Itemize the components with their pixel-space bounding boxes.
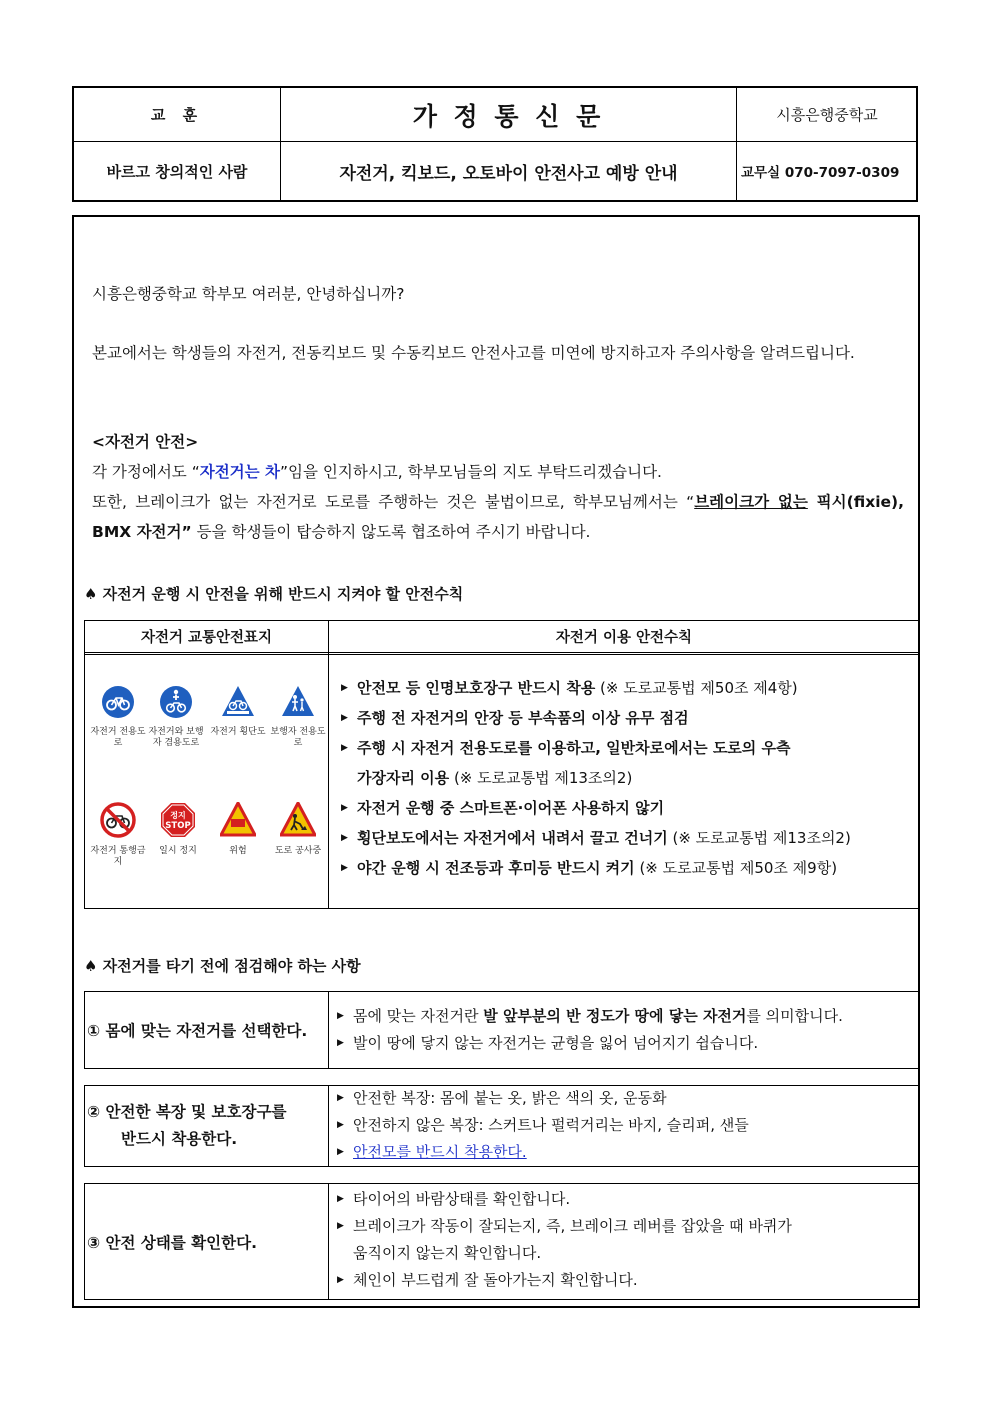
safety-rules-table <box>84 620 920 909</box>
traffic-signs-panel <box>85 655 328 905</box>
rule-item-continued: 가장자리 이용 (※ 도로교통법 제13조의2) <box>357 769 633 787</box>
no-brake-emphasis: 브레이크가 없는 <box>694 493 808 511</box>
newsletter-subject: 자전거, 킥보드, 오토바이 안전사고 예방 안내 <box>339 163 678 184</box>
pedestrian-only-sign-icon <box>281 685 315 719</box>
bike-is-vehicle-emphasis: 자전거는 차 <box>199 463 280 481</box>
rule-item: ▶ 주행 시 자전거 전용도로를 이용하고, 일반차로에서는 도로의 우측 <box>341 739 791 757</box>
stop-sign-english-text: STOP <box>165 821 191 831</box>
check-point: ▶ 안전하지 않은 복장: 스커트나 펄럭거리는 바지, 슬리퍼, 샌들 <box>337 1116 749 1134</box>
check-point: ▶ 발이 땅에 닿지 않는 자전거는 균형을 잃어 넘어지기 쉽습니다. <box>337 1034 759 1052</box>
sign-bike-only: 자전거 전용도로 <box>88 685 148 749</box>
check-item-condition <box>84 1183 920 1300</box>
school-motto: 바르고 창의적인 사람 <box>106 162 248 181</box>
safety-rules-list <box>341 673 911 883</box>
sign-stop: 정지 STOP 일시 정지 <box>148 802 208 857</box>
school-name: 시흥은행중학교 <box>776 106 878 124</box>
motto-label: 교 훈 <box>150 106 204 124</box>
sign-pedestrian-only: 보행자 전용도로 <box>268 685 328 749</box>
danger-sign-icon <box>220 802 256 838</box>
sign-road-work: 도로 공사중 <box>268 802 328 857</box>
check-point: ▶ 안전모를 반드시 착용한다. <box>337 1139 919 1166</box>
signs-column-header: 자전거 교통안전표지 <box>140 630 273 646</box>
check-point: ▶ 타이어의 바람상태를 확인합니다. <box>337 1190 571 1208</box>
office-phone: 교무실 070-7097-0309 <box>741 165 900 181</box>
stop-sign-icon <box>160 802 196 838</box>
newsletter-header <box>72 86 918 202</box>
check-section-title: ♠ 자전거를 타기 전에 점검해야 하는 사항 <box>84 957 361 975</box>
check-item-clothing <box>84 1085 920 1167</box>
rule-item: ▶ 안전모 등 인명보호장구 반드시 착용 (※ 도로교통법 제50조 제4항) <box>341 679 798 697</box>
sign-bike-pedestrian: 자전거와 보행자 겸용도로 <box>146 685 206 749</box>
purpose-text: 본교에서는 학생들의 자전거, 전동킥보드 및 수동킥보드 안전사고를 미연에 방지하고자 주의사항을 알려드립니다. <box>92 344 855 362</box>
no-bicycle-sign-icon <box>100 802 136 838</box>
rule-item: ▶ 자전거 운행 중 스마트폰·이어폰 사용하지 않기 <box>341 799 665 817</box>
check-item-label: ② 안전한 복장 및 보호장구를 반드시 착용한다. <box>85 1086 329 1166</box>
bike-is-vehicle-text: 각 가정에서도 “자전거는 차”임을 인지하시고, 학부모님들의 지도 부탁드리겠습니다. <box>92 463 662 481</box>
check-point: ▶ 안전한 복장: 몸에 붙는 옷, 밝은 색의 옷, 운동화 <box>337 1089 667 1107</box>
road-work-sign-icon <box>280 802 316 838</box>
check-point: ▶ 브레이크가 작동이 잘되는지, 즉, 브레이크 레버를 잡았을 때 바퀴가 <box>337 1217 792 1235</box>
greeting: 시흥은행중학교 학부모 여러분, 안녕하십니까? <box>92 285 405 303</box>
page-title: 가 정 통 신 문 <box>412 101 605 131</box>
bike-pedestrian-road-sign-icon <box>159 685 193 719</box>
stop-sign-korean-text: 정지 <box>170 811 186 820</box>
check-item-label: ③ 안전 상태를 확인한다. <box>85 1184 329 1299</box>
no-brake-warning: 또한, 브레이크가 없는 자전거로 도로를 주행하는 것은 불법이므로, 학부모님께서는 “브레이크가 없는 픽시(fixie), BMX 자전거” 등을 학생들이 탑승하지 않도록 협조하여 주시기 바랍니다. <box>92 493 904 541</box>
bike-only-road-sign-icon <box>101 685 135 719</box>
bike-safety-heading: <자전거 안전> <box>92 433 199 451</box>
sign-bike-crossing: 자전거 횡단도 <box>208 685 268 738</box>
rules-column-header: 자전거 이용 안전수칙 <box>555 630 693 646</box>
rule-item: ▶ 횡단보도에서는 자전거에서 내려서 끌고 건너기 (※ 도로교통법 제13조의2) <box>341 829 851 847</box>
bike-crossing-sign-icon <box>221 685 255 719</box>
rule-item: ▶ 주행 전 자전거의 안장 등 부속품의 이상 유무 점검 <box>341 709 689 727</box>
helmet-emphasis: 안전모를 반드시 착용한다. <box>353 1143 527 1161</box>
check-item-fit <box>84 991 920 1069</box>
check-point: ▶ 몸에 맞는 자전거란 발 앞부분의 반 정도가 땅에 닿는 자전거를 의미합니다. <box>337 1007 843 1025</box>
check-item-label: ① 몸에 맞는 자전거를 선택한다. <box>85 992 329 1068</box>
sign-danger: 위험 <box>208 802 268 857</box>
rule-item: ▶ 야간 운행 시 전조등과 후미등 반드시 켜기 (※ 도로교통법 제50조 제9항) <box>341 859 838 877</box>
check-point-continued: 움직이지 않는지 확인합니다. <box>353 1244 542 1262</box>
check-point: ▶ 체인이 부드럽게 잘 돌아가는지 확인합니다. <box>337 1271 638 1289</box>
sign-no-bicycle: 자전거 통행금지 <box>88 802 148 868</box>
rules-section-title: ♠ 자전거 운행 시 안전을 위해 반드시 지켜야 할 안전수칙 <box>84 585 464 603</box>
newsletter-body <box>72 215 920 1308</box>
